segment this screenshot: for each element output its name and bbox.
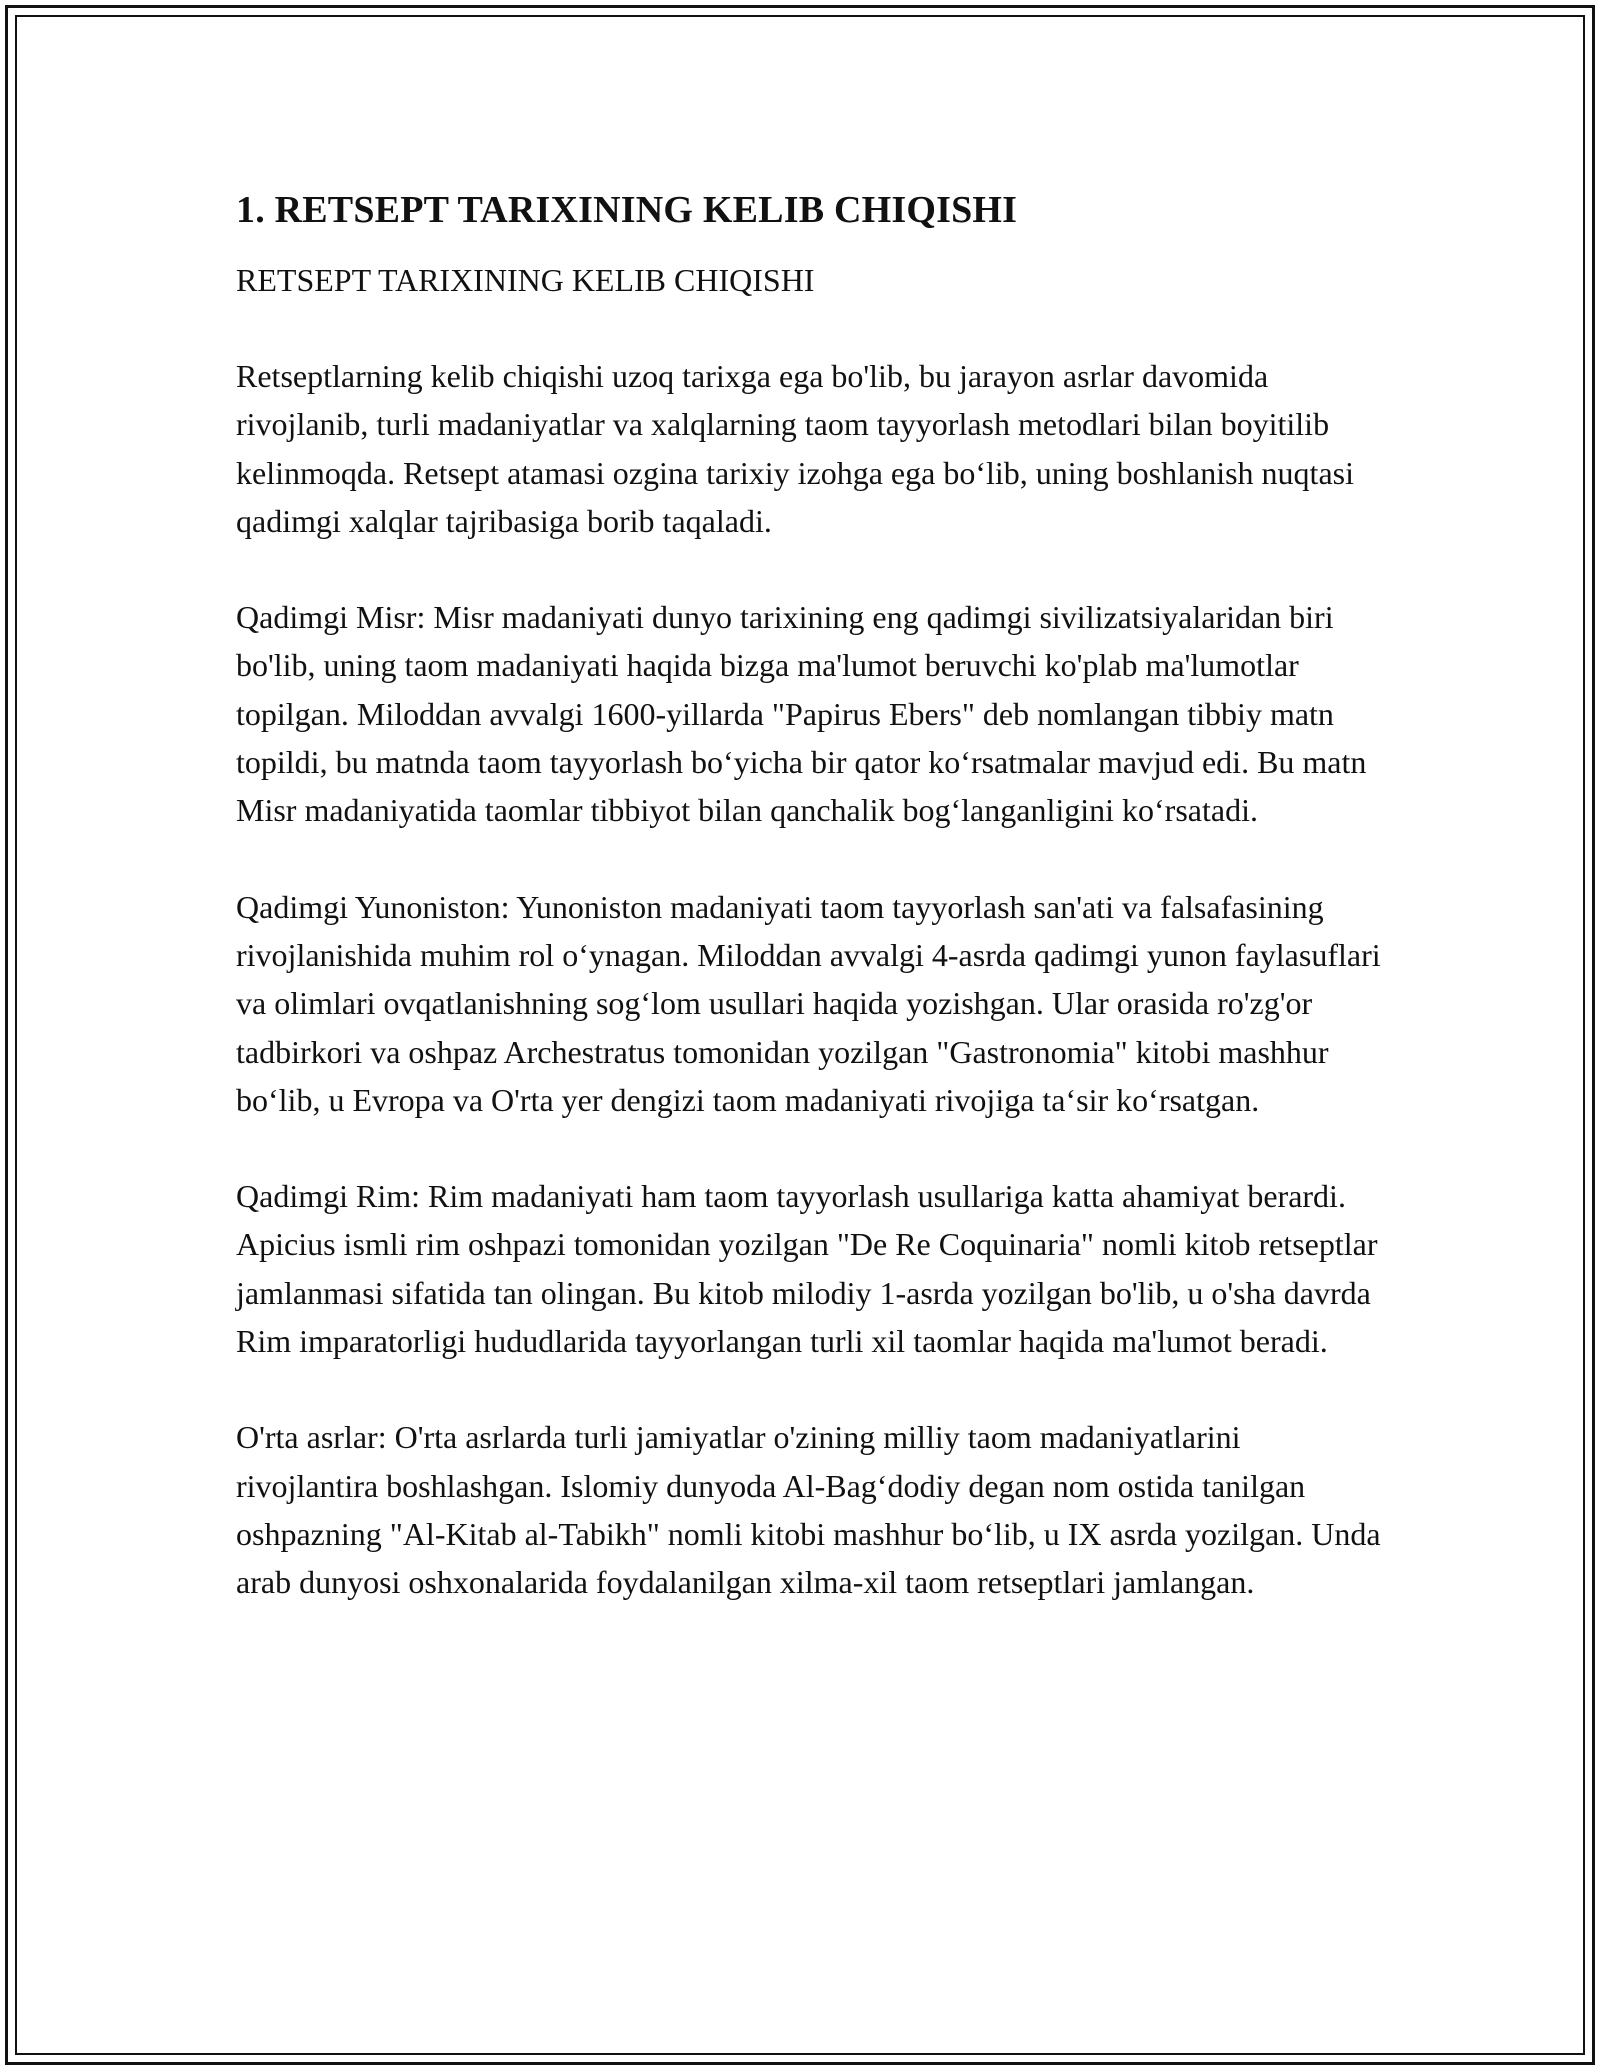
section-subheading: RETSEPT TARIXINING KELIB CHIQISHI <box>236 262 815 298</box>
paragraph-ancient-rome: Qadimgi Rim: Rim madaniyati ham taom tayyorlash usullariga katta ahamiyat berardi. Apicius ismli rim oshpazi tomonidan yozilgan "De Re Coquinaria" nomli kitob retseptlar jamlanmasi sifatida tan olingan. Bu kitob milodiy 1-asrda yozilgan bo'lib, u o'sha davrda Rim imparatorligi hududlarida tayyorlangan turli xil taomlar haqida ma'lumot beradi. <box>236 1178 1378 1360</box>
paragraph-intro: Retseptlarning kelib chiqishi uzoq tarixga ega bo'lib, bu jarayon asrlar davomida rivojlanib, turli madaniyatlar va xalqlarning taom tayyorlash metodlari bilan boyitilib kelinmoqda. Retsept atamasi ozgina tarixiy izohga ega bo‘lib, uning boshlanish nuqtasi qadimgi xalqlar tajribasiga borib taqaladi. <box>236 358 1354 539</box>
document-body <box>236 186 1386 1607</box>
paragraph-middle-ages: O'rta asrlar: O'rta asrlarda turli jamiyatlar o'zining milliy taom madaniyatlarini rivojlantira boshlashgan. Islomiy dunyoda Al-Bag‘dodiy degan nom ostida tanilgan oshpazning "Al-Kitab al-Tabikh" nomli kitobi mashhur bo‘lib, u IX asrda yozilgan. Unda arab dunyosi oshxonalarida foydalanilgan xilma-xil taom retseptlari jamlangan. <box>236 1419 1381 1601</box>
paragraph-ancient-egypt: Qadimgi Misr: Misr madaniyati dunyo tarixining eng qadimgi sivilizatsiyalaridan biri bo'lib, uning taom madaniyati haqida bizga ma'lumot beruvchi ko'plab ma'lumotlar topilgan. Miloddan avvalgi 1600-yillarda "Papirus Ebers" deb nomlangan tibbiy matn topildi, bu matnda taom tayyorlash bo‘yicha bir qator ko‘rsatmalar mavjud edi. Bu matn Misr madaniyatida taomlar tibbiyot bilan qanchalik bog‘langanligini ko‘rsatadi. <box>236 599 1367 829</box>
paragraph-ancient-greece: Qadimgi Yunoniston: Yunoniston madaniyati taom tayyorlash san'ati va falsafasining rivojlanishida muhim rol o‘ynagan. Miloddan avvalgi 4-asrda qadimgi yunon faylasuflari va olimlari ovqatlanishning sog‘lom usullari haqida yozishgan. Ular orasida ro'zg'or tadbirkori va oshpaz Archestratus tomonidan yozilgan "Gastronomia" kitobi mashhur bo‘lib, u Evropa va O'rta yer dengizi taom madaniyati rivojiga ta‘sir ko‘rsatgan. <box>236 888 1381 1118</box>
section-heading: 1. RETSEPT TARIXINING KELIB CHIQISHI <box>236 189 1018 231</box>
